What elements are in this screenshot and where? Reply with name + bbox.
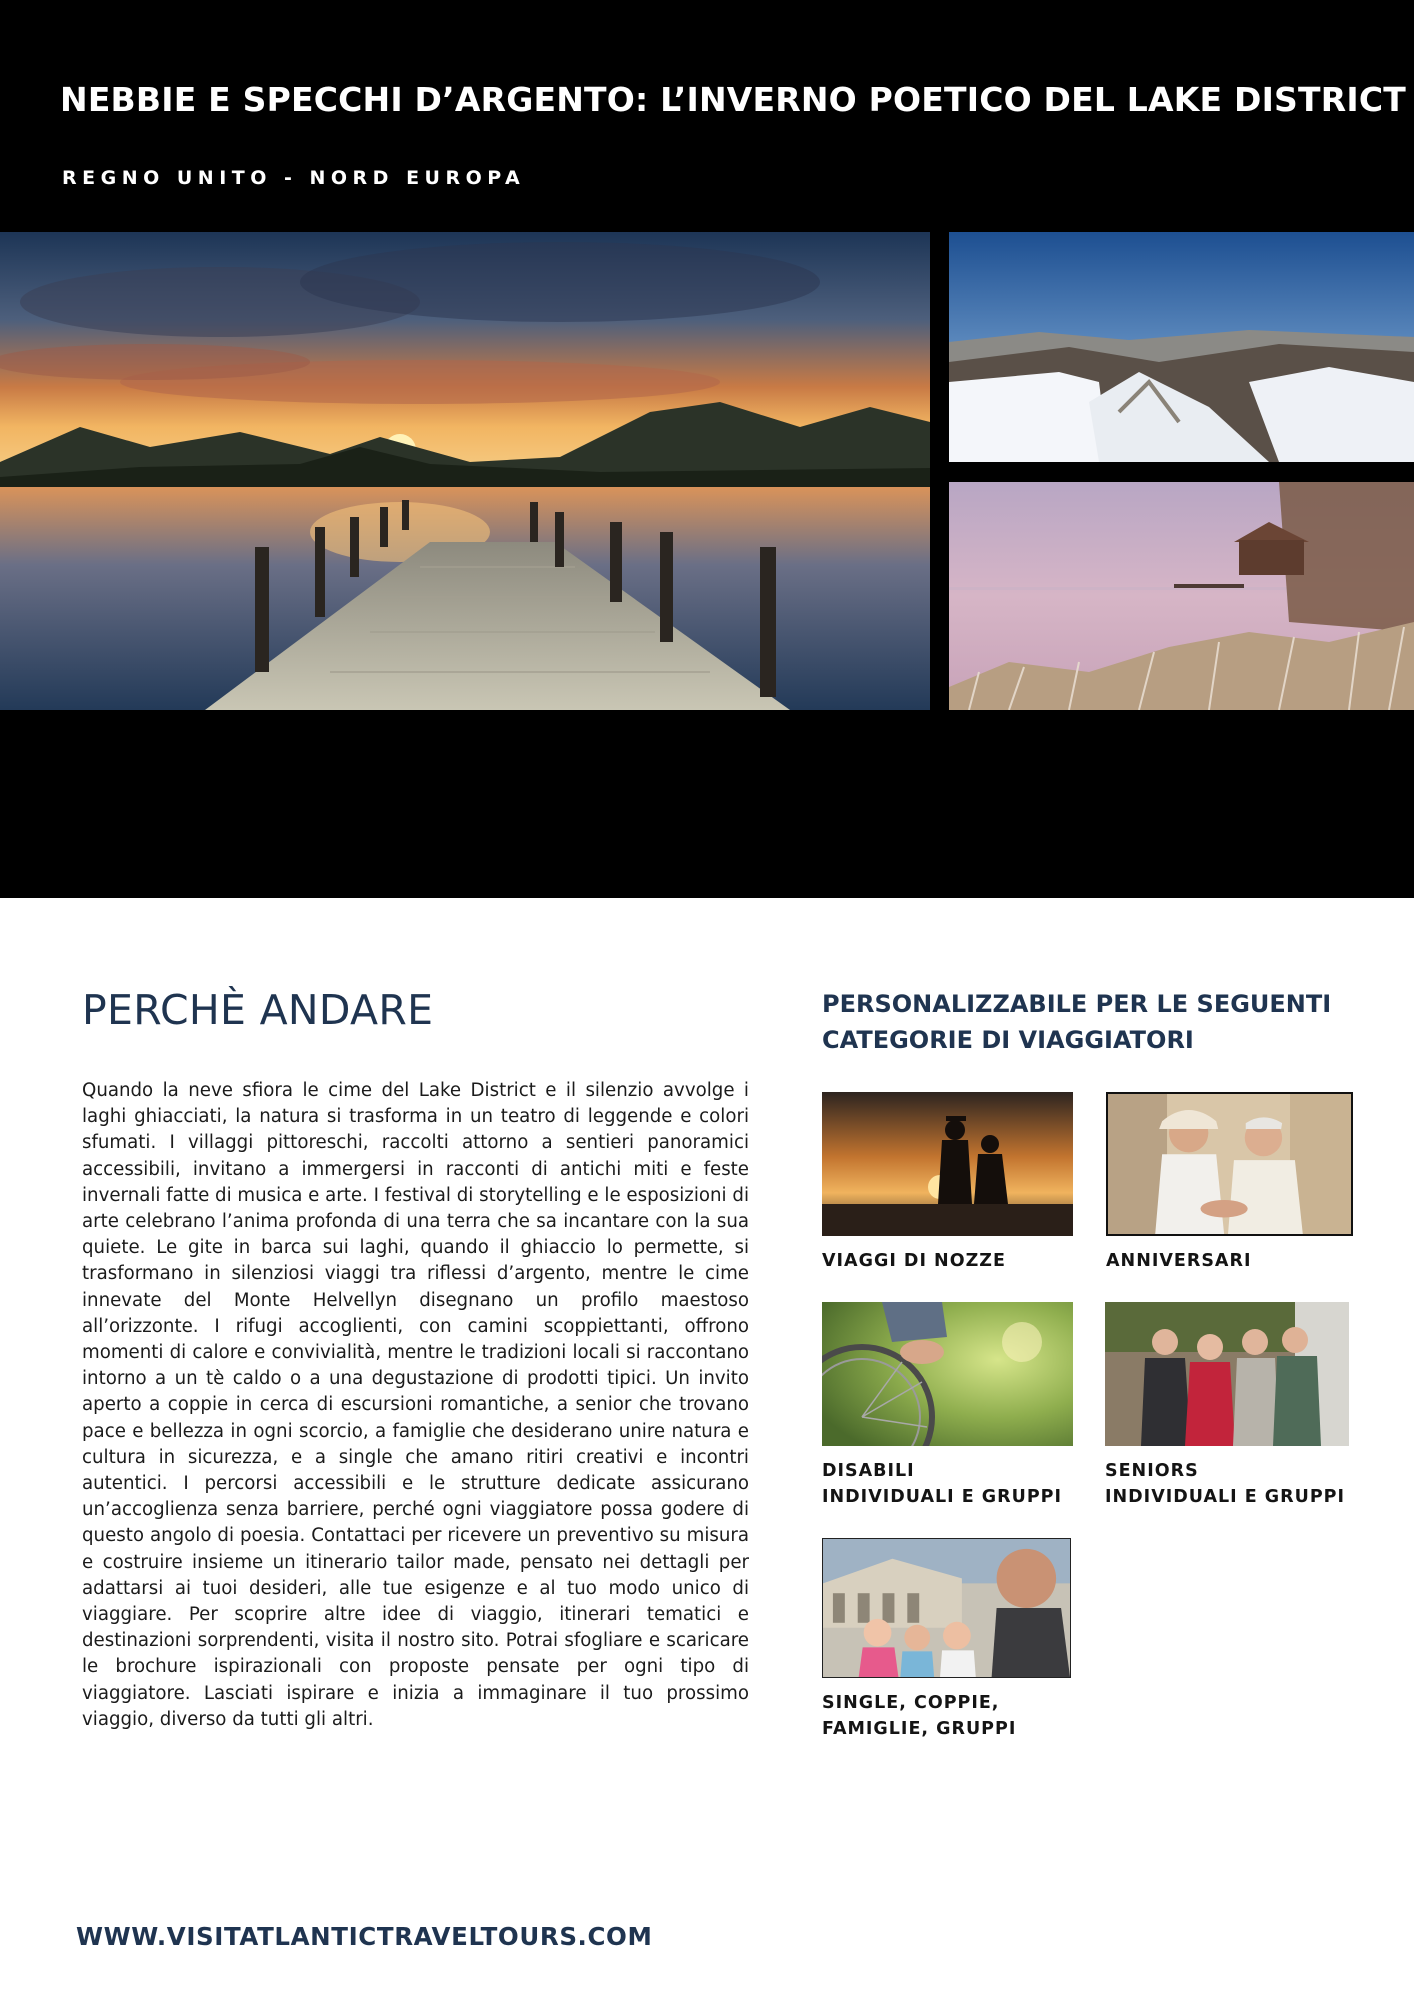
category-card-families [822, 1538, 1074, 1748]
category-card-disabled [822, 1302, 1074, 1512]
category-label-seniors: SENIORS INDIVIDUALI E GRUPPI [1105, 1461, 1346, 1507]
hero-subtitle: REGNO UNITO - NORD EUROPA [62, 167, 526, 189]
category-label-families: SINGLE, COPPIE, FAMIGLIE, GRUPPI [822, 1693, 1017, 1739]
category-card-seniors [1105, 1302, 1357, 1512]
category-photo-families [822, 1538, 1071, 1678]
hero-photo-frosty-boathouse [949, 482, 1414, 710]
category-card-anniversaries [1106, 1092, 1356, 1282]
why-go-heading: PERCHÈ ANDARE [82, 986, 434, 1034]
categories-heading: PERSONALIZZABILE PER LE SEGUENTI CATEGORIE DI VIAGGIATORI [822, 990, 1332, 1054]
category-photo-seniors [1105, 1302, 1349, 1446]
category-label-honeymoon: VIAGGI DI NOZZE [822, 1251, 1006, 1271]
category-photo-anniversaries [1106, 1092, 1353, 1236]
website-link[interactable]: WWW.VISITATLANTICTRAVELTOURS.COM [76, 1922, 653, 1951]
hero-photo-snowy-ridge [949, 232, 1414, 462]
why-go-body: Quando la neve sfiora le cime del Lake District e il silenzio avvolge i laghi ghiacciati, la natura si trasforma in un teatro di leggende e colori sfumati. I villaggi pittoreschi, raccolti attorno a sentieri panoramici accessibili, invitano a immergersi in racconti di antichi miti e feste invernali fatte di musica e arte. I festival di storytelling e le esposizioni di arte celebrano l’anima profonda di una terra che sa incantare con la sua quiete. Le gite in barca sui laghi, quando il ghiaccio lo permette, si trasformano in silenziosi viaggi tra riflessi d’argento, mentre le cime innevate del Monte Helvellyn disegnano un profilo maestoso all’orizzonte. I rifugi accoglienti, con camini scoppiettanti, offrono momenti di calore e convivialità, mentre le tradizioni locali si raccontano intorno a un tè caldo o a una degustazione di prodotti tipici. Un invito aperto a coppie in cerca di escursioni romantiche, a senior che trovano pace e bellezza in ogni scorcio, a famiglie che desiderano unire natura e cultura in sicurezza, e a single che amano ritiri creativi e incontri autentici. I percorsi accessibili e le strutture dedicate assicurano un’accoglienza senza barriere, perché ogni viaggiatore possa godere di questo angolo di poesia. Contattaci per ricevere un preventivo su misura e costruire insieme un itinerario tailor made, pensato nei dettagli per adattarsi ai tuoi desideri, alle tue esigenze e al tuo modo unico di viaggiare. Per scoprire altre idee di viaggio, itinerari tematici e destinazioni sorprendenti, visita il nostro sito. Potrai sfogliare e scaricare le brochure ispirazionali con proposte pensate per ogni tipo di viaggiatore. Lasciati ispirare e inizia a immaginare il tuo prossimo viaggio, diverso da tutti gli altri. [82, 1080, 749, 1730]
hero-title: NEBBIE E SPECCHI D’ARGENTO: L’INVERNO POETICO DEL LAKE DISTRICT [60, 80, 1406, 119]
hero-section [0, 0, 1414, 898]
category-photo-disabled [822, 1302, 1073, 1446]
category-label-anniversaries: ANNIVERSARI [1106, 1251, 1252, 1271]
category-card-honeymoon [822, 1092, 1074, 1282]
category-label-disabled: DISABILI INDIVIDUALI E GRUPPI [822, 1461, 1063, 1507]
hero-photo-lake-jetty [0, 232, 930, 710]
category-photo-honeymoon [822, 1092, 1073, 1236]
